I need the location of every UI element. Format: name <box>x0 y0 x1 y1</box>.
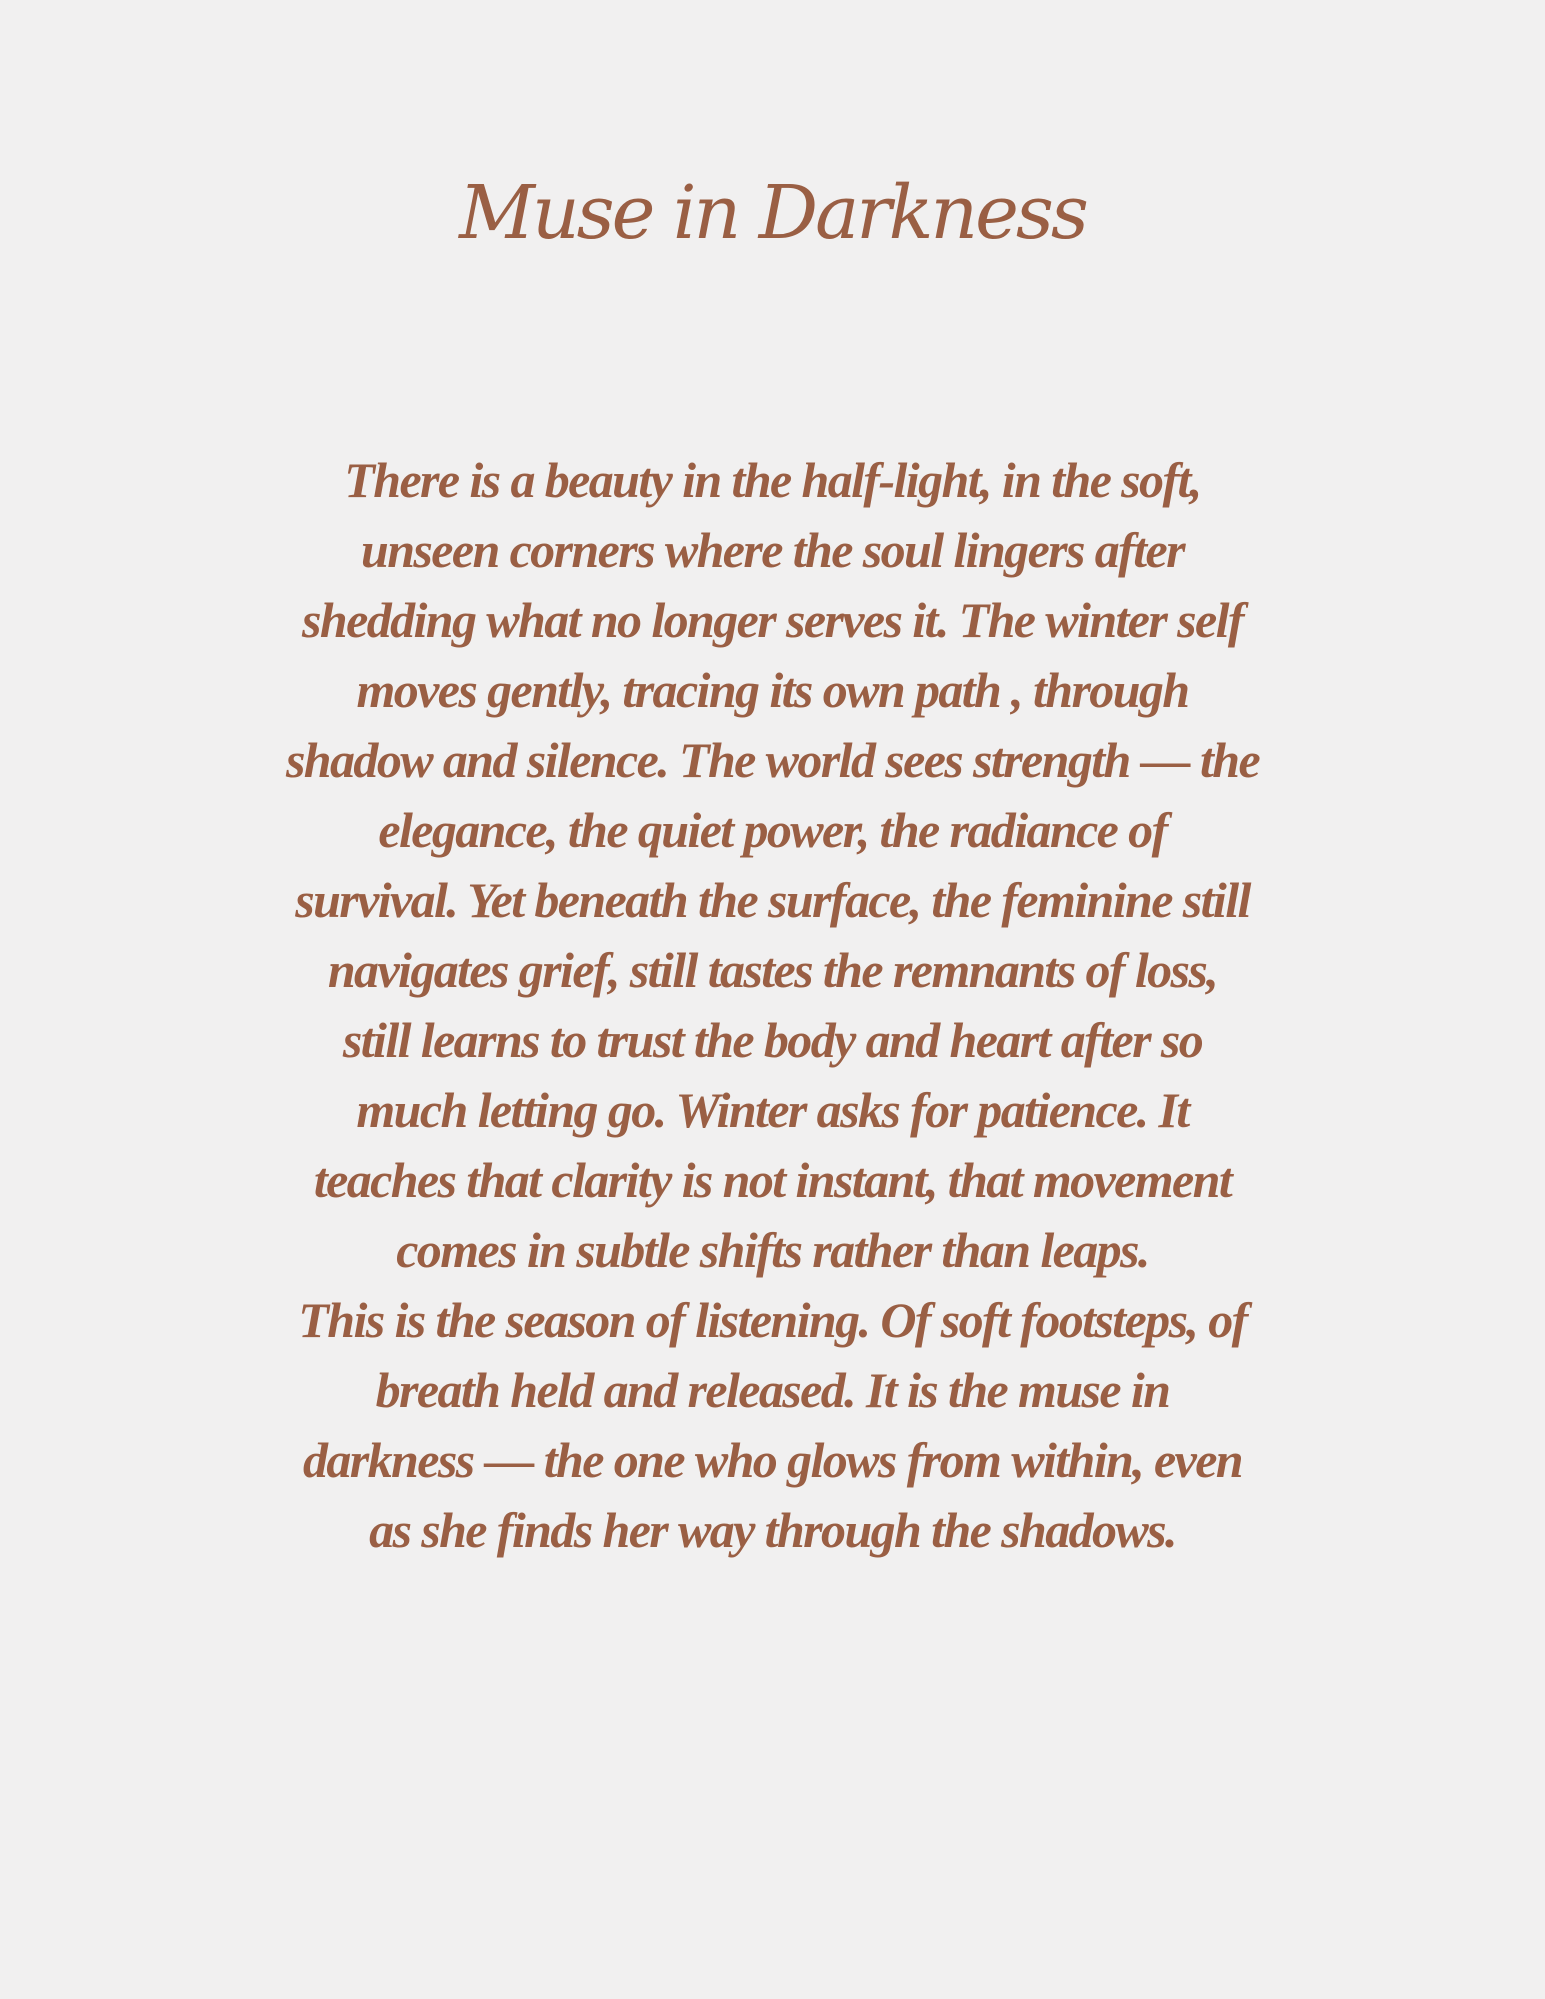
text-line: much letting go. Winter asks for patience. It <box>356 1082 1189 1138</box>
text-line: breath held and released. It is the muse in <box>375 1362 1170 1418</box>
text-line: shedding what no longer serves it. The winter self <box>302 592 1243 648</box>
text-line: still learns to trust the body and heart after so <box>342 1012 1203 1068</box>
text-line: as she finds her way through the shadows. <box>369 1502 1176 1558</box>
text-line: This is the season of listening. Of soft footsteps, of <box>298 1292 1247 1348</box>
page-title: Muse in Darkness <box>459 170 1086 256</box>
text-line: elegance, the quiet power, the radiance of <box>378 802 1167 858</box>
text-line: There is a beauty in the half-light, in the soft, <box>344 452 1201 508</box>
text-line: navigates grief, still tastes the remnants of loss, <box>327 942 1218 998</box>
text-line: moves gently, tracing its own path , through <box>356 662 1189 718</box>
text-line: shadow and silence. The world sees strength — the <box>285 732 1260 788</box>
text-line: darkness — the one who glows from within, even <box>302 1432 1243 1488</box>
text-line: teaches that clarity is not instant, that movement <box>313 1152 1232 1208</box>
body-paragraph <box>250 445 1295 1565</box>
text-line: unseen corners where the soul lingers after <box>361 522 1184 578</box>
text-line: survival. Yet beneath the surface, the feminine still <box>295 872 1250 928</box>
text-line: comes in subtle shifts rather than leaps. <box>396 1222 1149 1278</box>
